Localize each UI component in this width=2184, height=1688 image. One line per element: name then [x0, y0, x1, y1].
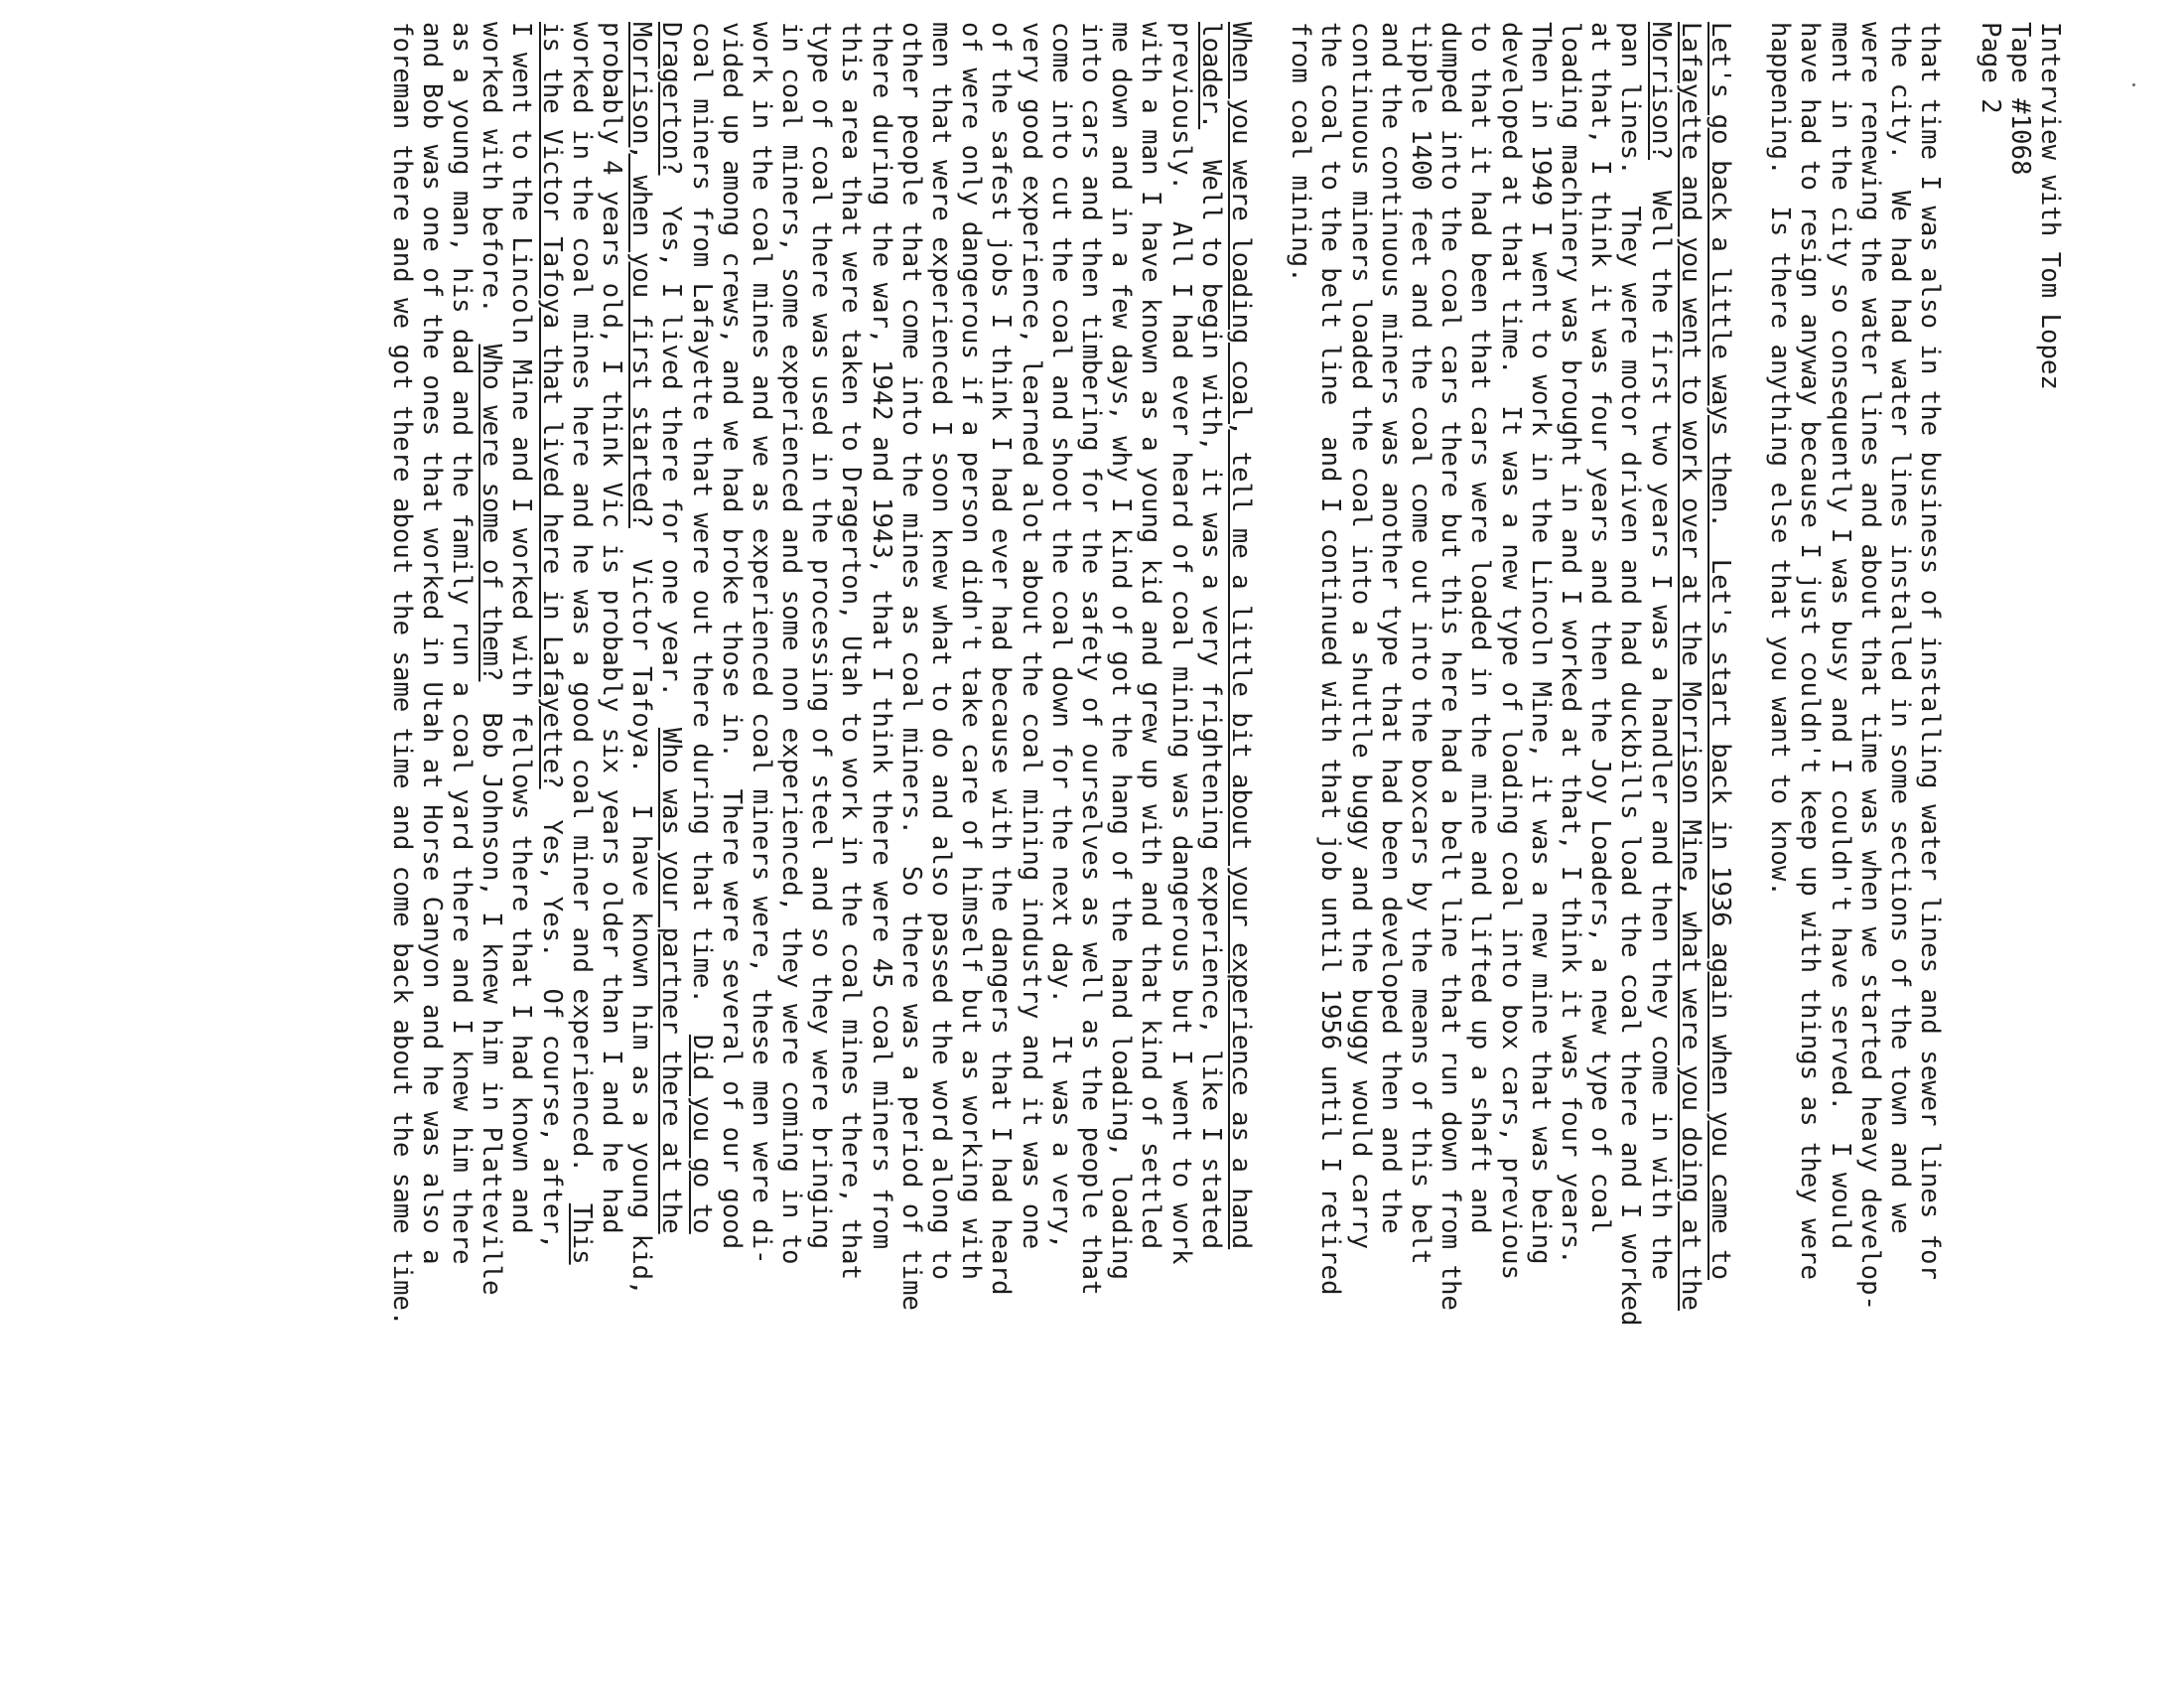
- answer-text: worked with before.: [477, 22, 507, 345]
- answer-text: from coal mining.: [1286, 22, 1316, 283]
- text-line: [1826, 22, 1855, 1650]
- interviewer-question-text: Let's go back a little ways then. Let's start back in 1936 again when you came to: [1705, 22, 1735, 1281]
- answer-text: the city. We had had water lines installed in some sections of the town and we: [1885, 22, 1916, 1234]
- answer-text: Victor Tafoya. I have known him as a young kid,: [626, 527, 657, 1296]
- page-header: [1975, 22, 2065, 1650]
- text-line: [1165, 22, 1195, 1650]
- answer-text: of the safest jobs I think I had ever had because with the dangers that I had heard: [986, 22, 1017, 1296]
- text-line: [1915, 22, 1945, 1650]
- answer-text: of were only dangerous if a person didn't take care of himself but as working with: [956, 22, 987, 1281]
- text-line: [1315, 22, 1345, 1650]
- text-line: [1855, 22, 1885, 1650]
- text-line: [1615, 22, 1645, 1650]
- text-line: [717, 22, 747, 1650]
- answer-text: Well to begin with, it was a very frightening experience, like I stated: [1195, 129, 1226, 1250]
- text-line: [776, 22, 806, 1650]
- answer-text: into cars and then timbering for the safety of ourselves as well as the people that: [1076, 22, 1106, 1296]
- text-line: [747, 22, 776, 1650]
- interviewer-question-text: Morrison, when you first started?: [626, 22, 657, 528]
- answer-text: Then in 1949 I went to work in the Lincoln Mine, it was a new mine that was being: [1525, 22, 1556, 1265]
- text-line: [417, 22, 447, 1650]
- text-line: [836, 22, 866, 1650]
- interviewer-question-text: This: [566, 1202, 597, 1265]
- answer-text: ment in the city so consequently I was busy and I couldn't have served. I would: [1825, 22, 1855, 1250]
- text-line: [387, 22, 417, 1650]
- answer-text: the coal to the belt line and I continued with that job until 1956 until I retired: [1315, 22, 1346, 1296]
- transcript-page: [387, 22, 2066, 1650]
- answer-text: previously. All I had ever heard of coal mining was dangerous but I went to work: [1165, 22, 1196, 1265]
- text-line: [1585, 22, 1615, 1650]
- answer-text: Yes, Yes. Of course, after,: [536, 788, 567, 1250]
- text-line: [1795, 22, 1825, 1650]
- answer-text: type of coal there was used in the processing of steel and so they were bringing: [806, 22, 837, 1250]
- interview-title: Interview with Tom Lopez: [2035, 22, 2065, 390]
- text-line: [506, 22, 536, 1650]
- answer-text: men that were experienced I soon knew what to do and also passed the word along to: [926, 22, 957, 1281]
- answer-text: Well the first two years I was a handler and then they come in with the: [1645, 160, 1676, 1281]
- answer-text: as a young man, his dad and the family run a coal yard there and I knew him there: [447, 22, 478, 1265]
- text-line: [1765, 22, 1795, 1650]
- answer-text: and Bob was one of the ones that worked in Utah at Horse Canyon and he was also a: [416, 22, 447, 1265]
- interviewer-question-text: Dragerton?: [656, 22, 687, 176]
- transcript-body: [387, 22, 1946, 1650]
- text-line: [1286, 22, 1315, 1650]
- text-line: [956, 22, 986, 1650]
- answer-text: continuous miners loaded the coal into a shuttle buggy and the buggy would carry: [1345, 22, 1376, 1250]
- answer-text: to that it had been that cars were loaded in the mine and lifted up a shaft and: [1465, 22, 1496, 1234]
- tape-number: Tape #1068: [2004, 22, 2035, 176]
- text-line: [626, 22, 656, 1650]
- text-line: [656, 22, 686, 1650]
- answer-text: probably 4 years old, I think Vic is probably six years older than I and he had: [597, 22, 626, 1234]
- paragraph: [1765, 22, 1945, 1650]
- answer-text: with a man I have known as a young kid and grew up with and that kind of settled: [1136, 22, 1166, 1250]
- text-line: [1885, 22, 1915, 1650]
- answer-text: tipple 1400 feet and the coal come out into the boxcars by the means of this belt: [1406, 22, 1436, 1265]
- text-line: [1676, 22, 1706, 1650]
- text-line: [447, 22, 477, 1650]
- answer-text: foreman there and we got there about the same time and come back about the same time.: [386, 22, 417, 1327]
- answer-text: Bob Johnson, I knew him in Platteville: [477, 681, 507, 1296]
- spacer: [1256, 22, 1286, 1650]
- text-line: [567, 22, 597, 1650]
- text-line: [1556, 22, 1585, 1650]
- interviewer-question-text: Who were some of them?: [477, 344, 507, 682]
- text-line: [1526, 22, 1556, 1650]
- text-line: [1465, 22, 1495, 1650]
- answer-text: worked in the coal mines here and he was a good coal miner and experienced.: [566, 22, 597, 1203]
- text-line: [1346, 22, 1376, 1650]
- answer-text: this area that were taken to Dragerton, Utah to work in the coal mines there, that: [836, 22, 867, 1281]
- text-line: [1106, 22, 1136, 1650]
- interviewer-question-text: Lafayette and you went to work over at the Morrison Mine, what were you doing at the: [1675, 22, 1706, 1311]
- answer-text: dumped into the coal cars there but this here had a belt line that run down from the: [1435, 22, 1466, 1311]
- answer-text: and the continuous miners was another type that had been developed then and the: [1375, 22, 1406, 1234]
- answer-text: at that, I think it was four years and then the Joy Loaders, a new type of coal: [1585, 22, 1616, 1234]
- spacer: [1945, 22, 1975, 1650]
- text-line: [1046, 22, 1076, 1650]
- text-line: [1376, 22, 1406, 1650]
- scan-speck: [2132, 83, 2135, 86]
- paragraph: [387, 22, 1256, 1650]
- answer-text: Yes, I lived there for one year.: [656, 175, 687, 728]
- interviewer-question-text: is the Victor Tafoya that lived here in Lafayette?: [536, 22, 567, 789]
- page-number: Page 2: [1975, 22, 2005, 114]
- answer-text: work in the coal mines and we as experienced coal miners were, these men were di-: [746, 22, 776, 1265]
- text-line: [597, 22, 626, 1650]
- answer-text: I went to the Lincoln Mine and I worked with fellows there that I had known and: [506, 22, 537, 1234]
- answer-text: coal miners from Lafayette that were out there during that time.: [686, 22, 717, 1035]
- answer-text: have had to resign anyway because I just couldn't keep up with things as they were: [1795, 22, 1826, 1281]
- answer-text: there during the war, 1942 and 1943, that I think there were 45 coal miners from: [866, 22, 896, 1250]
- answer-text: that time I was also in the business of installing water lines and sewer lines for: [1915, 22, 1946, 1281]
- text-line: [1136, 22, 1165, 1650]
- paragraph: [1286, 22, 1735, 1650]
- answer-text: developed at that time. It was a new type of loading coal into box cars, previous: [1495, 22, 1526, 1281]
- spacer: [1735, 22, 1765, 1650]
- answer-text: happening. Is there anything else that you want to know.: [1765, 22, 1796, 897]
- text-line: [1016, 22, 1045, 1650]
- answer-text: vided up among crews, and we had broke those in. There were several of our good: [716, 22, 747, 1250]
- text-line: [477, 22, 506, 1650]
- answer-text: loading machinery was brought in and I worked at that, I think it was four years.: [1556, 22, 1585, 1265]
- text-line: [1226, 22, 1256, 1650]
- text-line: [1076, 22, 1106, 1650]
- interviewer-question-text: Did you go to: [686, 1034, 717, 1234]
- interviewer-question-text: When you were loading coal, tell me a little bit about your experience as a hand: [1225, 22, 1256, 1250]
- interviewer-question-text: loader.: [1195, 22, 1226, 130]
- answer-text: me down and in a few days, why I kind of got the hang of the hand loading, loading: [1106, 22, 1137, 1281]
- interviewer-question-text: Who was your partner there at the: [656, 727, 687, 1234]
- text-line: [1495, 22, 1525, 1650]
- text-line: [536, 22, 566, 1650]
- text-line: [1645, 22, 1675, 1650]
- text-line: [986, 22, 1016, 1650]
- text-line: [686, 22, 716, 1650]
- text-line: [1406, 22, 1435, 1650]
- text-line: [1196, 22, 1226, 1650]
- text-line: [1435, 22, 1465, 1650]
- answer-text: very good experience, learned alot about the coal mining industry and it was one: [1016, 22, 1046, 1250]
- text-line: [896, 22, 926, 1650]
- text-line: [806, 22, 836, 1650]
- text-line: [867, 22, 896, 1650]
- answer-text: pan lines. They were motor driven and had duckbills load the coal there and I worked: [1615, 22, 1646, 1327]
- answer-text: were renewing the water lines and about that time was when we started heavy develop-: [1854, 22, 1885, 1311]
- text-line: [1706, 22, 1735, 1650]
- answer-text: in coal miners, some experienced and some non experienced, they were coming in to: [776, 22, 807, 1265]
- text-line: [926, 22, 956, 1650]
- answer-text: come into cut the coal and shoot the coal down for the next day. It was a very,: [1045, 22, 1076, 1250]
- interviewer-question-text: Morrison?: [1645, 22, 1676, 161]
- answer-text: other people that come into the mines as coal miners. So there was a period of time: [895, 22, 926, 1311]
